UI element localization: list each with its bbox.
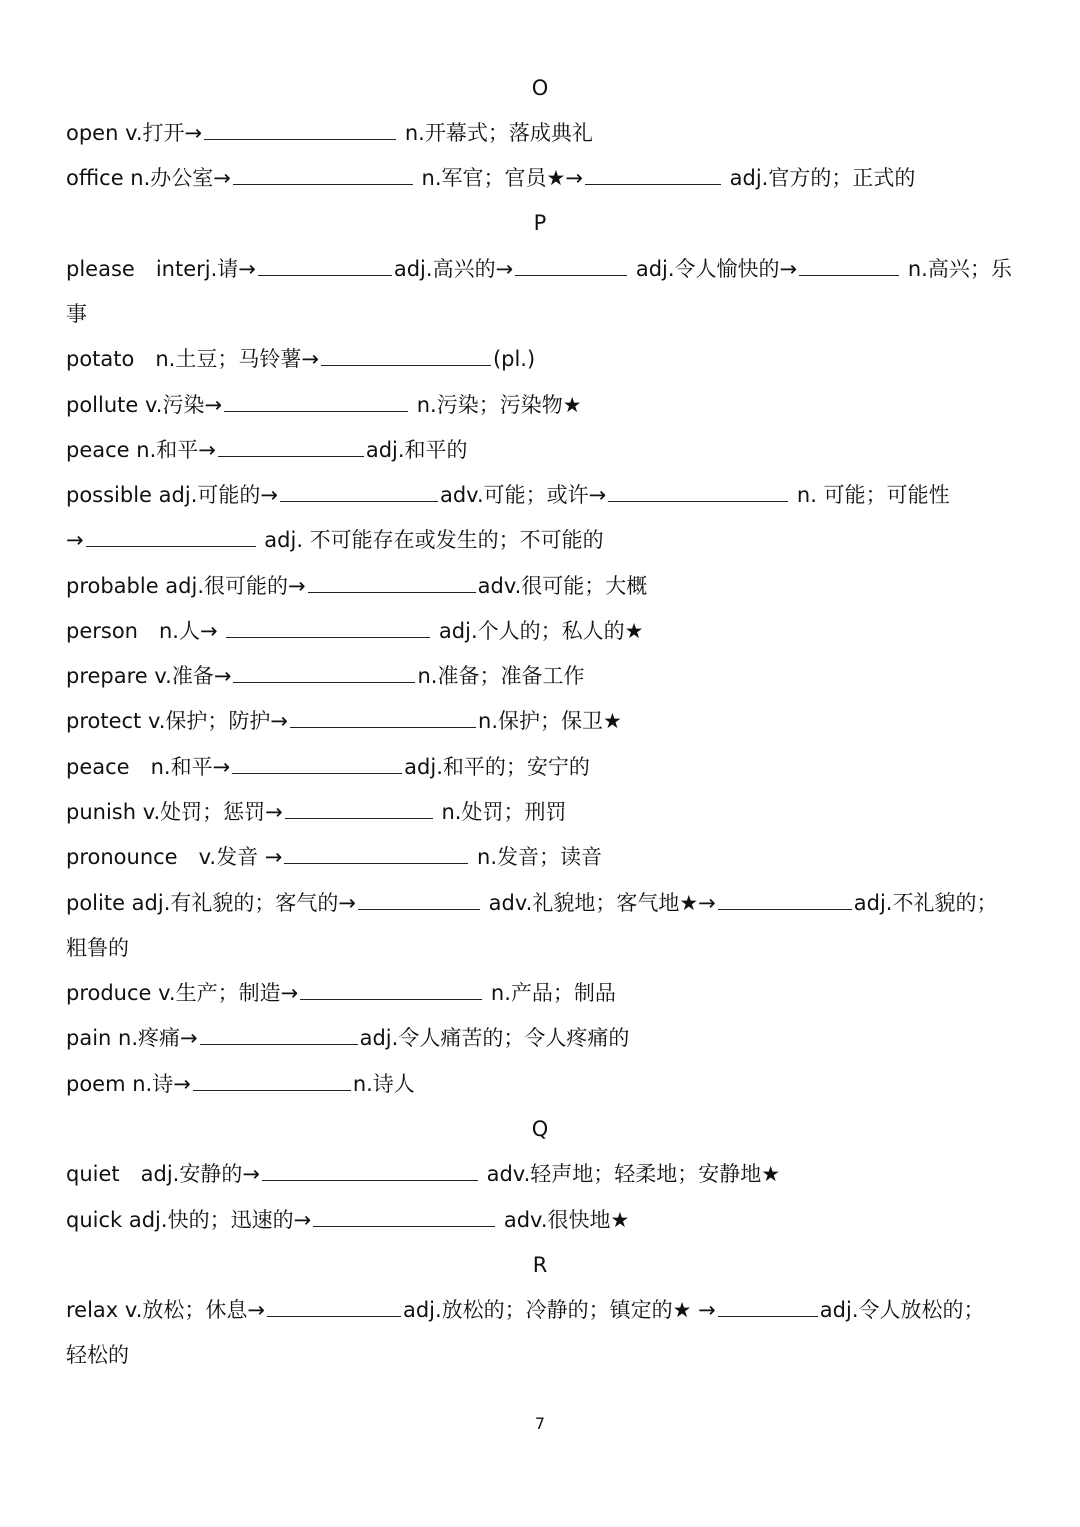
- entry-protect: [66, 707, 1026, 735]
- entry-text: prepare v.准备→: [66, 664, 232, 688]
- answer-blank[interactable]: [799, 257, 899, 276]
- answer-blank[interactable]: [267, 1298, 401, 1317]
- answer-blank[interactable]: [280, 483, 438, 502]
- entry-text: peace n.和平→: [66, 438, 216, 462]
- entry-text: adv.很可能；大概: [477, 574, 648, 598]
- answer-blank[interactable]: [300, 981, 482, 1000]
- answer-blank[interactable]: [200, 1026, 358, 1045]
- entry-text: probable adj.很可能的→: [66, 574, 306, 598]
- entry-text: n.开幕式；落成典礼: [398, 121, 593, 145]
- answer-blank[interactable]: [608, 483, 788, 502]
- entry-text: adj.和平的: [365, 438, 468, 462]
- entry-text: open v.打开→: [66, 121, 203, 145]
- entry-text: adj.令人放松的；: [819, 1298, 985, 1322]
- entry-text: n.诗人: [352, 1072, 415, 1096]
- answer-blank[interactable]: [193, 1072, 351, 1091]
- entry-text: quick adj.快的；迅速的→: [66, 1208, 312, 1232]
- entry-produce: [66, 979, 1026, 1007]
- entry-punish: [66, 798, 1026, 826]
- answer-blank[interactable]: [290, 709, 476, 728]
- answer-blank[interactable]: [233, 166, 413, 185]
- entry-text: adv.轻声地；轻柔地；安静地★: [479, 1162, 781, 1186]
- entry-text: polite adj.有礼貌的；客气的→: [66, 891, 356, 915]
- answer-blank[interactable]: [284, 845, 468, 864]
- entry-text: n.发音；读音: [470, 845, 603, 869]
- answer-blank[interactable]: [204, 121, 396, 140]
- entry-possible-cont: [66, 526, 1026, 554]
- answer-blank[interactable]: [232, 755, 402, 774]
- entry-text: adj.令人愉快的→: [629, 257, 798, 281]
- entry-pollute: [66, 391, 1026, 419]
- answer-blank[interactable]: [233, 664, 415, 683]
- entry-text: n.准备；准备工作: [417, 664, 585, 688]
- entry-pain: [66, 1024, 1026, 1052]
- answer-blank[interactable]: [585, 166, 721, 185]
- entry-text: pronounce v.发音 →: [66, 845, 283, 869]
- answer-blank[interactable]: [226, 619, 430, 638]
- entry-text: pain n.疼痛→: [66, 1026, 198, 1050]
- entry-polite-cont: [66, 934, 1026, 962]
- answer-blank[interactable]: [718, 891, 852, 910]
- entry-text: adv.礼貌地；客气地★→: [481, 891, 716, 915]
- answer-blank[interactable]: [313, 1208, 495, 1227]
- entry-text: pollute v.污染→: [66, 393, 223, 417]
- entry-please-cont: [66, 300, 1026, 328]
- entry-text: n.保护；保卫★: [478, 709, 622, 733]
- answer-blank[interactable]: [285, 800, 433, 819]
- section-letter-o: O: [531, 76, 549, 100]
- entry-text: adj.官方的；正式的: [722, 166, 916, 190]
- entry-polite: [66, 889, 1026, 917]
- entry-text: relax v.放松；休息→: [66, 1298, 265, 1322]
- answer-blank[interactable]: [224, 393, 408, 412]
- entry-quick: [66, 1206, 1026, 1234]
- entry-peace-2: [66, 753, 1026, 781]
- entry-text: adv.很快地★: [497, 1208, 630, 1232]
- entry-probable: [66, 572, 1026, 600]
- entry-text: 粗鲁的: [66, 936, 129, 960]
- answer-blank[interactable]: [718, 1298, 818, 1317]
- entry-person: [66, 617, 1026, 645]
- entry-possible: [66, 481, 1026, 509]
- answer-blank[interactable]: [218, 438, 364, 457]
- entry-text: n.污染；污染物★: [410, 393, 582, 417]
- entry-text: 轻松的: [66, 1343, 129, 1367]
- entry-text: adj.不礼貌的；: [853, 891, 998, 915]
- answer-blank[interactable]: [262, 1162, 478, 1181]
- entry-text: 事: [66, 302, 87, 326]
- section-letter-r: R: [532, 1253, 548, 1277]
- answer-blank[interactable]: [86, 528, 256, 547]
- entry-text: n.高兴；乐: [901, 257, 1012, 281]
- entry-text: office n.办公室→: [66, 166, 231, 190]
- entry-peace: [66, 436, 1026, 464]
- answer-blank[interactable]: [515, 257, 627, 276]
- entry-prepare: [66, 662, 1026, 690]
- entry-text: n. 可能；可能性: [790, 483, 950, 507]
- entry-pronounce: [66, 843, 1026, 871]
- entry-text: protect v.保护；防护→: [66, 709, 289, 733]
- entry-text: possible adj.可能的→: [66, 483, 278, 507]
- entry-text: peace n.和平→: [66, 755, 231, 779]
- page-number: 7: [534, 1414, 546, 1433]
- answer-blank[interactable]: [321, 347, 491, 366]
- entry-text: adj.个人的；私人的★: [432, 619, 644, 643]
- entry-text: adj.高兴的→: [393, 257, 514, 281]
- entry-text: poem n.诗→: [66, 1072, 191, 1096]
- entry-text: (pl.): [492, 347, 536, 371]
- entry-text: produce v.生产；制造→: [66, 981, 299, 1005]
- entry-relax-cont: [66, 1341, 1026, 1369]
- entry-relax: [66, 1296, 1026, 1324]
- entry-office: [66, 164, 1026, 192]
- answer-blank[interactable]: [258, 257, 392, 276]
- section-letter-q: Q: [531, 1117, 549, 1141]
- entry-poem: [66, 1070, 1026, 1098]
- entry-text: →: [66, 528, 84, 552]
- entry-text: n.军官；官员★→: [414, 166, 583, 190]
- entry-text: n.产品；制品: [484, 981, 616, 1005]
- entry-text: adj.放松的；冷静的；镇定的★ →: [402, 1298, 716, 1322]
- entry-text: person n.人→: [66, 619, 225, 643]
- entry-text: adj. 不可能存在或发生的；不可能的: [257, 528, 604, 552]
- entry-open: [66, 119, 1026, 147]
- entry-text: potato n.土豆；马铃薯→: [66, 347, 319, 371]
- entry-please: [66, 255, 1026, 283]
- answer-blank[interactable]: [308, 574, 476, 593]
- entry-text: adv.可能；或许→: [439, 483, 607, 507]
- entry-text: please interj.请→: [66, 257, 256, 281]
- entry-text: punish v.处罚；惩罚→: [66, 800, 283, 824]
- entry-quiet: [66, 1160, 1026, 1188]
- entry-potato: [66, 345, 1026, 373]
- entry-text: n.处罚；刑罚: [434, 800, 567, 824]
- section-letter-p: P: [533, 211, 547, 235]
- answer-blank[interactable]: [358, 891, 480, 910]
- entry-text: quiet adj.安静的→: [66, 1162, 260, 1186]
- entry-text: adj.令人痛苦的；令人疼痛的: [359, 1026, 630, 1050]
- entry-text: adj.和平的；安宁的: [404, 755, 590, 779]
